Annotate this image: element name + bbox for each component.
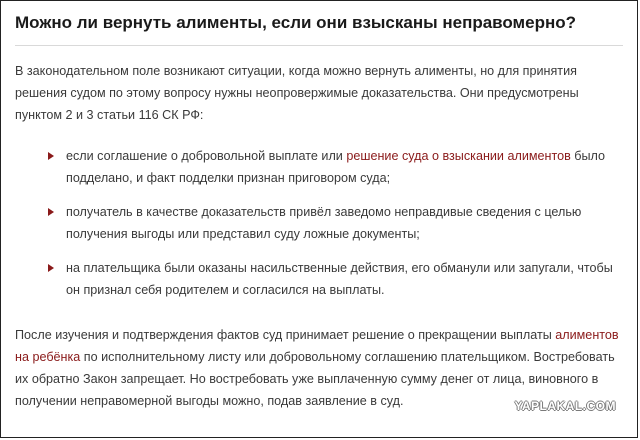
title-divider — [15, 45, 623, 46]
article-title: Можно ли вернуть алименты, если они взысканы неправомерно? — [15, 13, 577, 32]
list-item-text: на плательщика были оказаны насильственные действия, его обманули или запугали, чтобы он признал себя родителем и согласился на выплаты. — [66, 261, 613, 297]
triangle-bullet-icon — [48, 208, 54, 216]
triangle-bullet-icon — [48, 152, 54, 160]
site-watermark: YAPLAKAL.COM — [514, 399, 616, 413]
outro-text-start: После изучения и подтверждения фактов суд принимает решение о прекращении выплаты — [15, 328, 556, 342]
child-alimony-link[interactable]: алиментов на ребёнка — [15, 328, 619, 364]
triangle-bullet-icon — [48, 264, 54, 272]
list-item — [48, 257, 618, 301]
court-decision-link[interactable]: решение суда о взыскании алиментов — [346, 149, 571, 163]
intro-paragraph: В законодательном поле возникают ситуации, когда можно вернуть алименты, но для принятия решения судом по этому вопросу нужны неопровержимые доказательства. Они предусмотрены пунктом 2 и 3 статьи 116 СК РФ: — [15, 64, 579, 122]
list-item — [48, 201, 618, 245]
conditions-list — [48, 145, 618, 313]
list-item-text: получатель в качестве доказательств привёл заведомо неправдивые сведения с целью получения выгоды или представил суду ложные документы; — [66, 205, 582, 241]
list-item — [48, 145, 618, 189]
list-item-text-end: было подделано, и факт подделки признан приговором суда; — [66, 149, 606, 185]
list-item-text — [66, 149, 605, 185]
outro-text-end: по исполнительному листу или добровольному соглашению плательщиком. Востребовать их обратно Закон запрещает. Но востребовать уже выплаченную сумму денег от лица, виновного в получении неправомерной выгоды можно, подав заявление в суд. — [15, 350, 615, 408]
list-item-text-start: если соглашение о добровольной выплате или — [66, 149, 347, 163]
